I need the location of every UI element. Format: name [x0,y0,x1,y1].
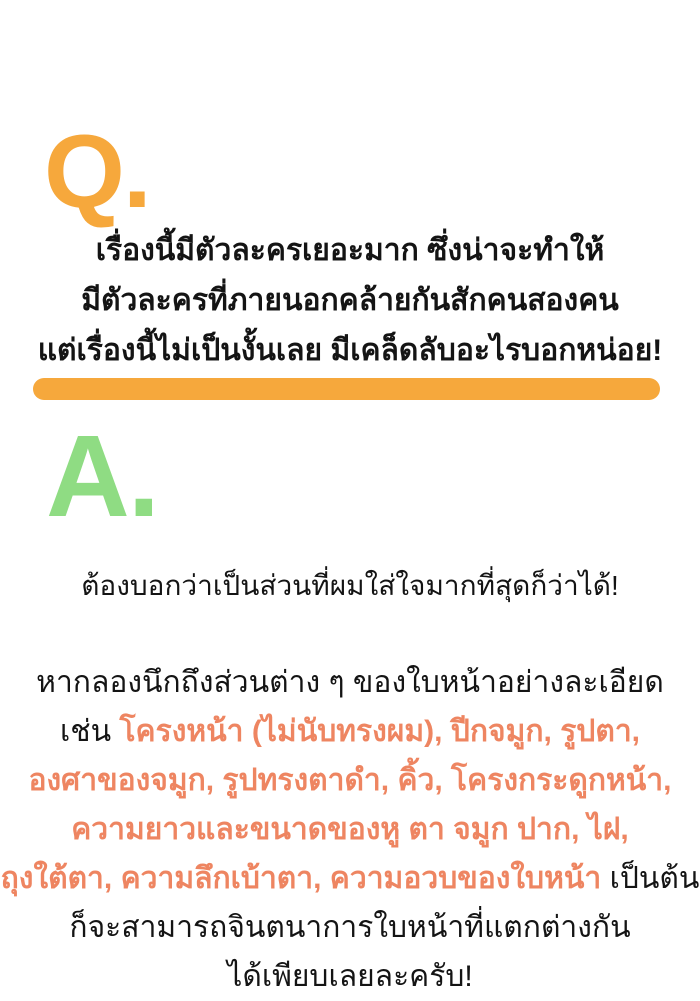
answer-body-line-2-highlight: โครงหน้า (ไม่นับทรงผม), ปีกจมูก, รูปตา, [119,715,641,748]
answer-body-line-5-tail: เป็นต้น [601,862,700,895]
question-text [0,226,700,376]
answer-body-line-6-text: ก็จะสามารถจินตนาการใบหน้าที่แตกต่างกัน [69,911,631,944]
answer-body-line-3-highlight: องศาของจมูก, รูปทรงตาดำ, คิ้ว, โครงกระดูกหน้า, [28,764,672,797]
answer-body [0,658,700,1001]
answer-body-line-6 [0,903,700,952]
answer-body-line-1-text: หากลองนึกถึงส่วนต่าง ๆ ของใบหน้าอย่างละเอียด [36,666,664,699]
answer-body-line-4-highlight: ความยาวและขนาดของหู ตา จมูก ปาก, ไฝ, [71,813,629,846]
divider-bar [33,378,660,400]
answer-body-line-1 [0,658,700,707]
question-line-2: มีตัวละครที่ภายนอกคล้ายกันสักคนสองคน [81,284,619,317]
answer-body-line-7 [0,952,700,1001]
question-marker: Q. [44,114,150,230]
answer-body-line-7-text: ได้เพียบเลยละครับ! [227,960,473,993]
question-line-1: เรื่องนี้มีตัวละครเยอะมาก ซึ่งน่าจะทำให้ [95,234,605,267]
answer-marker: A. [46,411,158,541]
question-line-3: แต่เรื่องนี้ไม่เป็นงั้นเลย มีเคล็ดลับอะไรบอกหน่อย! [37,334,663,367]
answer-body-line-4 [0,805,700,854]
answer-body-line-5-highlight: ถุงใต้ตา, ความลึกเบ้าตา, ความอวบของใบหน้า [0,862,602,895]
answer-body-line-2-lead: เช่น [59,715,120,748]
answer-body-line-5 [0,854,700,903]
answer-body-line-2 [0,707,700,756]
answer-intro: ต้องบอกว่าเป็นส่วนที่ผมใส่ใจมากที่สุดก็ว่าได้! [81,570,619,601]
answer-body-line-3 [0,756,700,805]
